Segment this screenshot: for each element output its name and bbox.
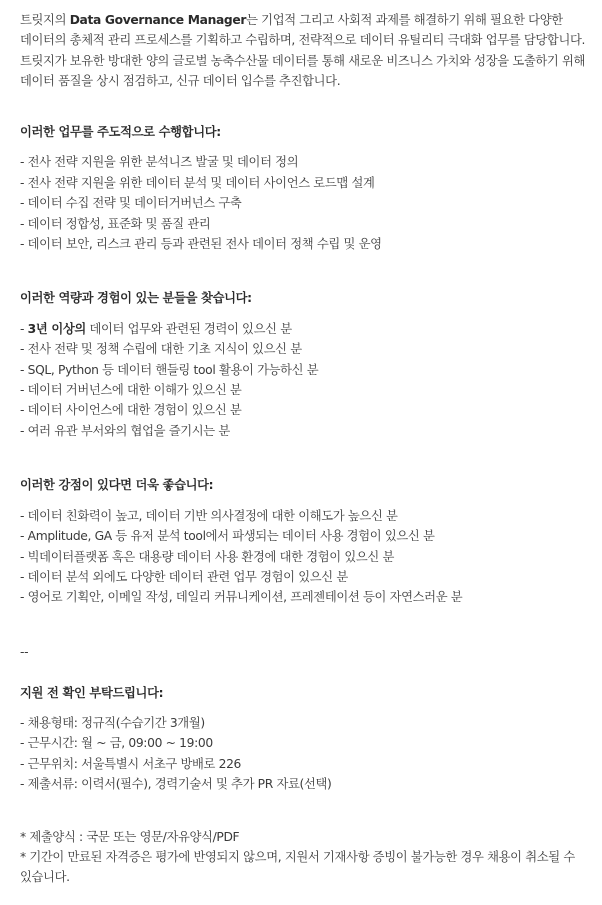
list-item: - SQL, Python 등 데이터 핸들링 tool 활용이 가능하신 분: [20, 362, 319, 377]
intro-company: 트릿지의: [20, 13, 67, 27]
list-item: - Amplitude, GA 등 유저 분석 tool에서 파생되는 데이터 사용 경험이 있으신 분: [20, 529, 435, 544]
list-item: [20, 319, 590, 339]
list-item: - 전사 전략 지원을 위한 분석니즈 발굴 및 데이터 정의: [20, 155, 299, 170]
list-item: - 데이터 분석 외에도 다양한 데이터 관련 업무 경험이 있으신 분: [20, 569, 348, 584]
qualifications-list: [20, 319, 590, 441]
intro-role: Data Governance Manager: [69, 13, 247, 27]
checklist-list: [20, 713, 590, 795]
checklist-title: 지원 전 확인 부탁드립니다:: [20, 685, 164, 700]
highlight-text: 3년 이상의: [27, 321, 86, 336]
qualifications-title: 이러한 역량과 경험이 있는 분들을 찾습니다:: [20, 291, 252, 306]
list-item: - 전사 전략 지원을 위한 데이터 분석 및 데이터 사이언스 로드맵 설계: [20, 175, 375, 190]
list-item: - 데이터 수집 전략 및 데이터거버넌스 구축: [20, 196, 242, 211]
list-item: - 제출서류: 이력서(필수), 경력기술서 및 추가 PR 자료(선택): [20, 777, 332, 792]
duties-title: 이러한 업무를 주도적으로 수행합니다:: [20, 125, 221, 140]
list-item: - 데이터 친화력이 높고, 데이터 기반 의사결정에 대한 이해도가 높으신 분: [20, 508, 398, 523]
list-item: - 빅데이터플랫폼 혹은 대용량 데이터 사용 환경에 대한 경험이 있으신 분: [20, 549, 395, 564]
note-certificate: * 기간이 만료된 자격증은 평가에 반영되지 않으며, 지원서 기재사항 증빙이 불가능한 경우 채용이 취소될 수 있습니다.: [20, 849, 575, 885]
list-item: - 영어로 기획안, 이메일 작성, 데일리 커뮤니케이션, 프레젠테이션 등이 자연스러운 분: [20, 590, 463, 605]
section-divider: --: [20, 644, 29, 659]
list-item: - 근무시간: 월 ~ 금, 09:00 ~ 19:00: [20, 736, 213, 751]
intro-text: 는 기업적 그리고 사회적 과제를 해결하기 위해 필요한 다양한 데이터의 총체적 관리 프로세스를 기획하고 수립하며, 전략적으로 데이터 유틸리티 극대화 업무를 담당합니다. 트릿지가 보유한 방대한 양의 글로벌 농축수산물 데이터를 통해 새로운 비즈니스 가치와 성장을 도출하기 위해 데이터 품질을 상시 점검하고, 신규 데이터 입수를 추진합니다.: [20, 13, 586, 89]
list-item: - 데이터 사이언스에 대한 경험이 있으신 분: [20, 403, 242, 418]
list-item: - 데이터 보안, 리스크 관리 등과 관련된 전사 데이터 정책 수립 및 운영: [20, 237, 382, 252]
list-item: - 데이터 거버넌스에 대한 이해가 있으신 분: [20, 383, 242, 398]
list-item: - 전사 전략 및 정책 수립에 대한 기초 지식이 있으신 분: [20, 342, 302, 357]
preferred-title: 이러한 강점이 있다면 더욱 좋습니다:: [20, 478, 214, 493]
list-prefix: -: [20, 321, 28, 336]
duties-list: [20, 152, 590, 254]
preferred-list: [20, 506, 590, 608]
list-item: - 여러 유관 부서와의 협업을 즐기시는 분: [20, 423, 230, 438]
list-item: - 근무위치: 서울특별시 서초구 방배로 226: [20, 756, 242, 771]
note-format: * 제출양식 : 국문 또는 영문/자유양식/PDF: [20, 829, 240, 844]
intro-paragraph: [20, 10, 590, 92]
list-text: 데이터 업무와 관련된 경력이 있으신 분: [85, 321, 292, 336]
list-item: - 데이터 정합성, 표준화 및 품질 관리: [20, 216, 211, 231]
list-item: - 채용형태: 정규직(수습기간 3개월): [20, 715, 205, 730]
